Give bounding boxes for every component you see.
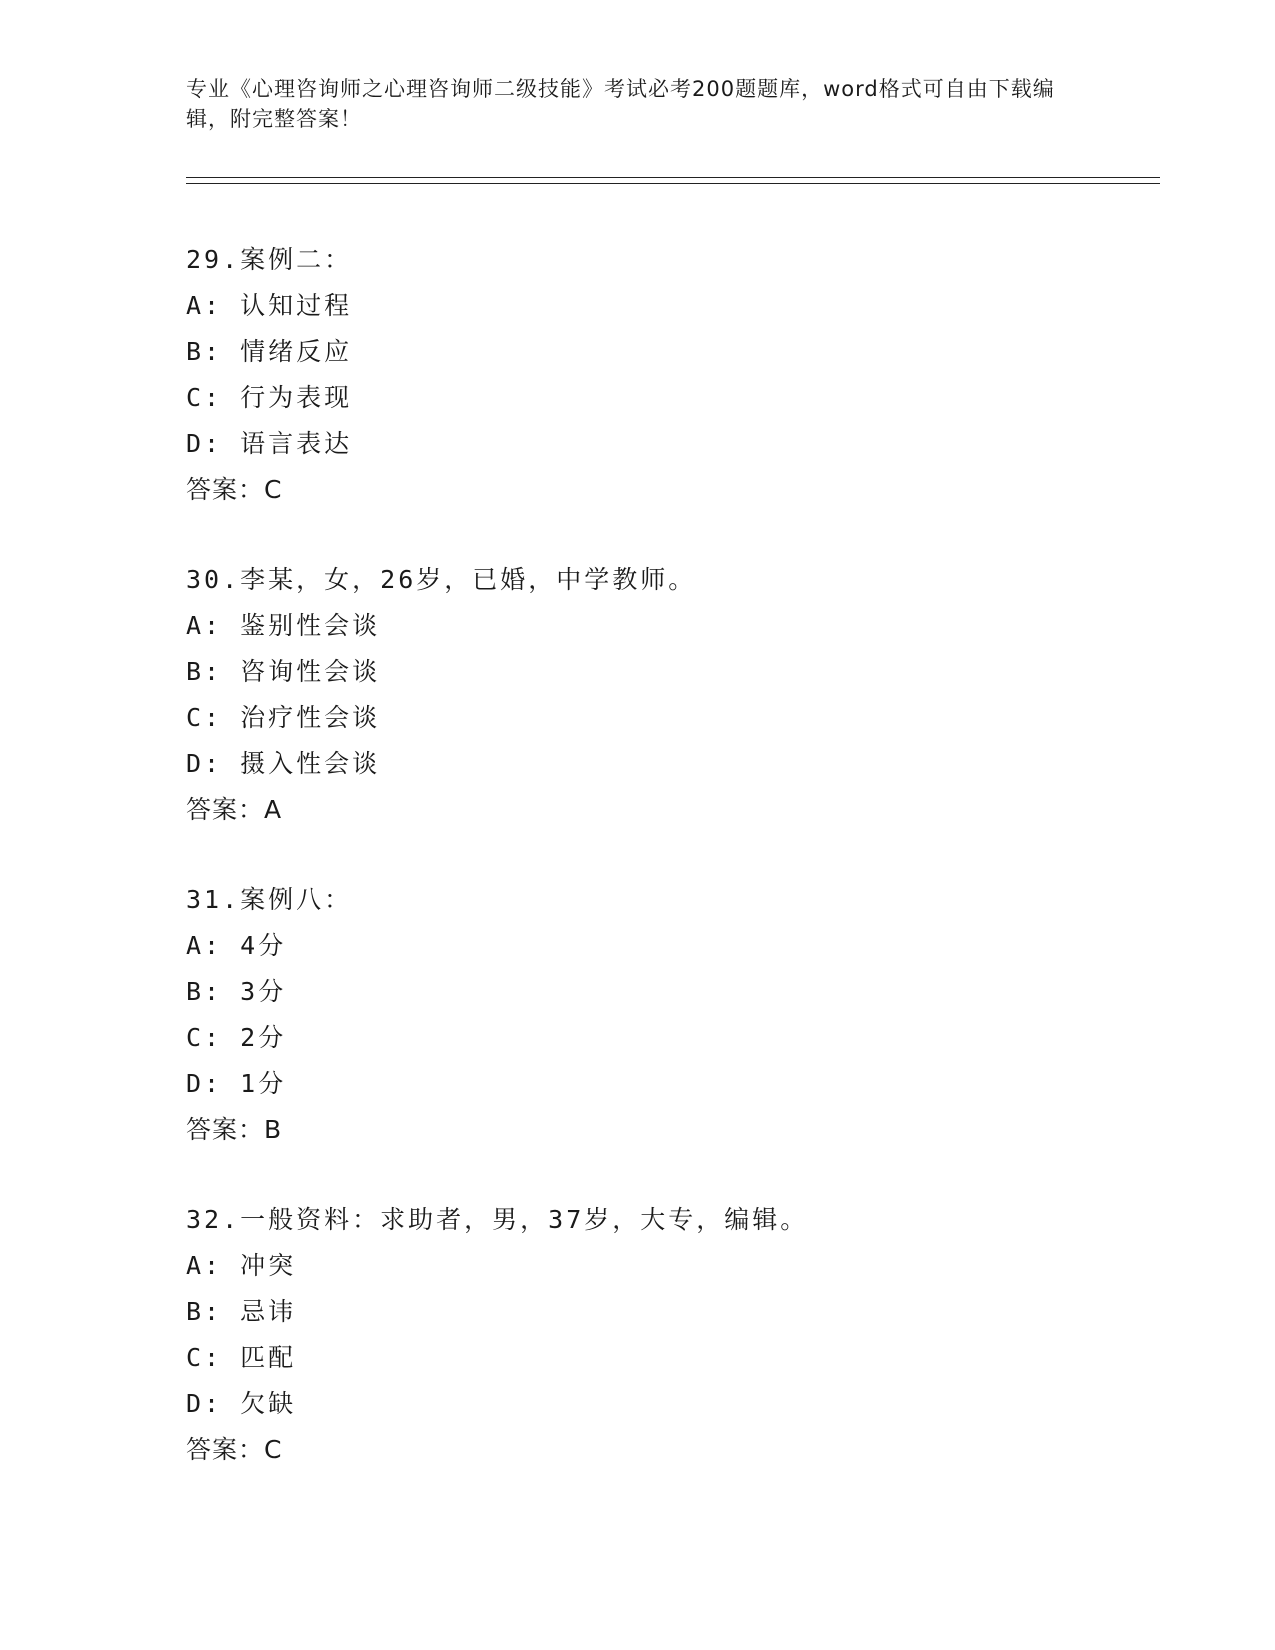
question-stem: 32.一般资料：求助者，男，37岁，大专，编辑。 xyxy=(186,1205,809,1234)
option-d: D: 语言表达 xyxy=(186,429,353,458)
header-divider-top xyxy=(186,177,1160,178)
question-32 xyxy=(186,1197,1186,1473)
option-d: D: 摄入性会谈 xyxy=(186,749,381,778)
option-c: C: 匹配 xyxy=(186,1343,297,1372)
option-a: A: 冲突 xyxy=(186,1251,297,1280)
question-stem: 30.李某，女，26岁，已婚，中学教师。 xyxy=(186,565,697,594)
question-list xyxy=(186,237,1186,1517)
option-c: C: 2分 xyxy=(186,1023,287,1052)
option-b: B: 情绪反应 xyxy=(186,337,353,366)
question-30 xyxy=(186,557,1186,833)
question-31 xyxy=(186,877,1186,1153)
answer-line: 答案：C xyxy=(186,1435,283,1464)
option-a: A: 4分 xyxy=(186,931,287,960)
option-b: B: 咨询性会谈 xyxy=(186,657,381,686)
question-29 xyxy=(186,237,1186,513)
option-b: B: 3分 xyxy=(186,977,287,1006)
header-divider-bottom xyxy=(186,183,1160,184)
document-intro: 专业《心理咨询师之心理咨询师二级技能》考试必考200题题库，word格式可自由下载编辑，附完整答案！ xyxy=(186,77,1055,131)
option-a: A: 认知过程 xyxy=(186,291,353,320)
answer-line: 答案：A xyxy=(186,795,283,824)
answer-line: 答案：C xyxy=(186,475,283,504)
question-stem: 29.案例二： xyxy=(186,245,353,274)
option-a: A: 鉴别性会谈 xyxy=(186,611,381,640)
answer-line: 答案：B xyxy=(186,1115,283,1144)
option-d: D: 欠缺 xyxy=(186,1389,297,1418)
option-d: D: 1分 xyxy=(186,1069,287,1098)
option-c: C: 行为表现 xyxy=(186,383,353,412)
question-stem: 31.案例八： xyxy=(186,885,353,914)
option-b: B: 忌讳 xyxy=(186,1297,297,1326)
option-c: C: 治疗性会谈 xyxy=(186,703,381,732)
